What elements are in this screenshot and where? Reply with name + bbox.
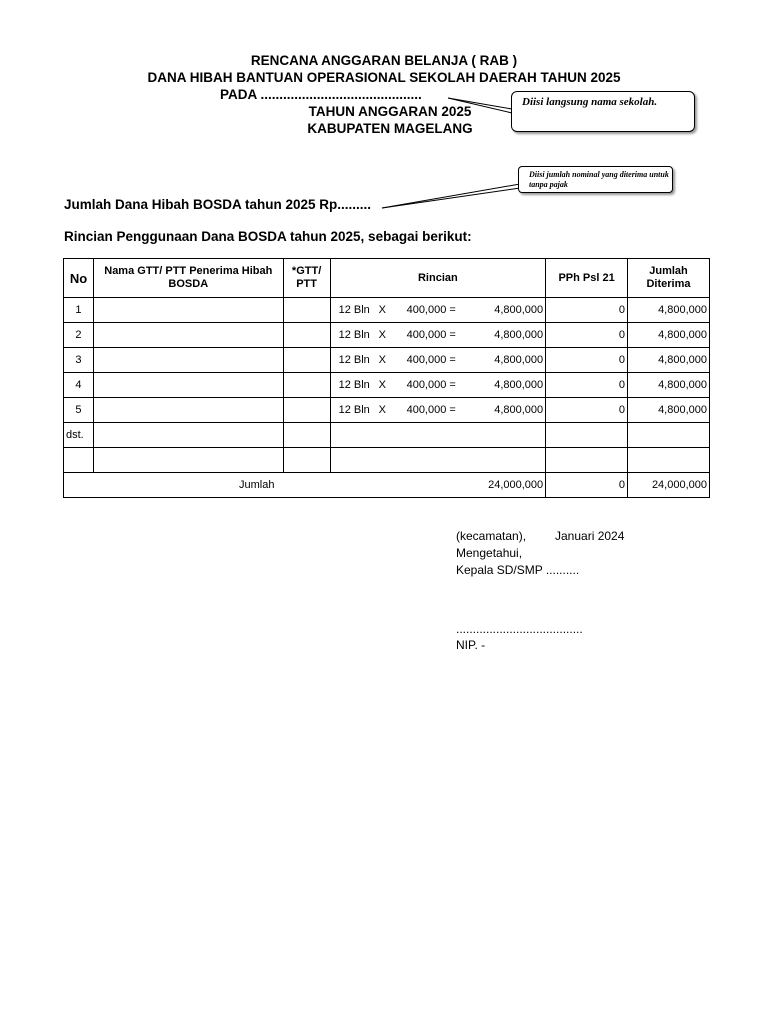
jumlah-dana-line: Jumlah Dana Hibah BOSDA tahun 2025 Rp......... — [64, 197, 372, 212]
row-rincian — [330, 348, 546, 373]
row-no: 3 — [64, 348, 94, 373]
table-row — [64, 323, 710, 348]
header-gtt: *GTT/ PTT — [283, 259, 330, 298]
row-rate: 400,000 = — [406, 404, 456, 416]
footer-total: 24,000,000 — [628, 473, 710, 498]
table-footer-row — [64, 473, 710, 498]
row-nama[interactable] — [93, 348, 283, 373]
signature-kepala: Kepala SD/SMP .......... — [456, 563, 580, 577]
title-line-5: KABUPATEN MAGELANG — [307, 121, 473, 136]
row-dst-label: dst. — [64, 423, 94, 448]
row-x: X — [378, 329, 386, 341]
row-months: 12 Bln — [338, 329, 370, 341]
footer-subtotal: 24,000,000 — [488, 479, 544, 491]
row-rincian[interactable] — [330, 423, 546, 448]
row-rincian[interactable] — [330, 448, 546, 473]
row-rate: 400,000 = — [406, 354, 456, 366]
row-rincian — [330, 323, 546, 348]
footer-pph: 0 — [546, 473, 628, 498]
row-total: 4,800,000 — [628, 323, 710, 348]
table-row — [64, 373, 710, 398]
row-total: 4,800,000 — [628, 398, 710, 423]
header-pph: PPh Psl 21 — [546, 259, 628, 298]
footer-cell — [64, 473, 546, 498]
row-pph: 0 — [546, 323, 628, 348]
rincian-intro: Rincian Penggunaan Dana BOSDA tahun 2025, sebagai berikut: — [64, 229, 472, 244]
row-pph: 0 — [546, 348, 628, 373]
title-line-4: TAHUN ANGGARAN 2025 — [308, 104, 472, 119]
row-months: 12 Bln — [338, 404, 370, 416]
row-pph: 0 — [546, 298, 628, 323]
table-row — [64, 348, 710, 373]
title-line-2: DANA HIBAH BANTUAN OPERASIONAL SEKOLAH DAERAH TAHUN 2025 — [147, 70, 621, 85]
row-gtt[interactable] — [283, 398, 330, 423]
row-total[interactable] — [628, 423, 710, 448]
row-gtt[interactable] — [283, 298, 330, 323]
callout-school-name: Diisi langsung nama sekolah. — [511, 91, 695, 132]
row-months: 12 Bln — [338, 379, 370, 391]
signature-place: (kecamatan), — [456, 529, 527, 543]
row-subtotal: 4,800,000 — [494, 354, 544, 366]
row-pph[interactable] — [546, 448, 628, 473]
row-subtotal: 4,800,000 — [494, 304, 544, 316]
signature-name-line: ...................................... — [456, 622, 583, 636]
row-rincian — [330, 398, 546, 423]
row-no: 4 — [64, 373, 94, 398]
title-pada: PADA ........................................... — [220, 87, 422, 102]
row-subtotal: 4,800,000 — [494, 379, 544, 391]
callout-nominal: Diisi jumlah nominal yang diterima untuk tanpa pajak — [518, 166, 673, 193]
signature-mengetahui: Mengetahui, — [456, 546, 523, 560]
table-row — [64, 398, 710, 423]
row-gtt[interactable] — [283, 348, 330, 373]
table-row-dst — [64, 423, 710, 448]
row-no[interactable] — [64, 448, 94, 473]
row-gtt[interactable] — [283, 323, 330, 348]
row-total[interactable] — [628, 448, 710, 473]
row-x: X — [378, 354, 386, 366]
row-x: X — [378, 304, 386, 316]
header-nama: Nama GTT/ PTT Penerima Hibah BOSDA — [93, 259, 283, 298]
header-jumlah: Jumlah Diterima — [628, 259, 710, 298]
row-rate: 400,000 = — [406, 304, 456, 316]
row-rincian — [330, 298, 546, 323]
table-row-empty — [64, 448, 710, 473]
row-rate: 400,000 = — [406, 329, 456, 341]
footer-label: Jumlah — [239, 479, 275, 491]
row-subtotal: 4,800,000 — [494, 329, 544, 341]
row-gtt[interactable] — [283, 423, 330, 448]
signature-nip: NIP. - — [456, 638, 486, 652]
row-total: 4,800,000 — [628, 373, 710, 398]
row-subtotal: 4,800,000 — [494, 404, 544, 416]
row-months: 12 Bln — [338, 354, 370, 366]
row-no: 1 — [64, 298, 94, 323]
table-header-row — [64, 259, 710, 298]
row-total: 4,800,000 — [628, 348, 710, 373]
signature-date: Januari 2024 — [555, 529, 625, 543]
header-rincian: Rincian — [330, 259, 546, 298]
row-x: X — [378, 379, 386, 391]
row-pph: 0 — [546, 398, 628, 423]
row-gtt[interactable] — [283, 448, 330, 473]
row-nama[interactable] — [93, 373, 283, 398]
row-total: 4,800,000 — [628, 298, 710, 323]
row-rate: 400,000 = — [406, 379, 456, 391]
title-line-1: RENCANA ANGGARAN BELANJA ( RAB ) — [250, 53, 518, 68]
row-months: 12 Bln — [338, 304, 370, 316]
row-nama[interactable] — [93, 423, 283, 448]
row-pph[interactable] — [546, 423, 628, 448]
row-nama[interactable] — [93, 323, 283, 348]
row-nama[interactable] — [93, 398, 283, 423]
row-no: 5 — [64, 398, 94, 423]
row-gtt[interactable] — [283, 373, 330, 398]
row-no: 2 — [64, 323, 94, 348]
row-x: X — [378, 404, 386, 416]
rab-table — [63, 258, 710, 498]
table-row — [64, 298, 710, 323]
header-no: No — [64, 259, 94, 298]
row-nama[interactable] — [93, 448, 283, 473]
row-pph: 0 — [546, 373, 628, 398]
row-nama[interactable] — [93, 298, 283, 323]
row-rincian — [330, 373, 546, 398]
